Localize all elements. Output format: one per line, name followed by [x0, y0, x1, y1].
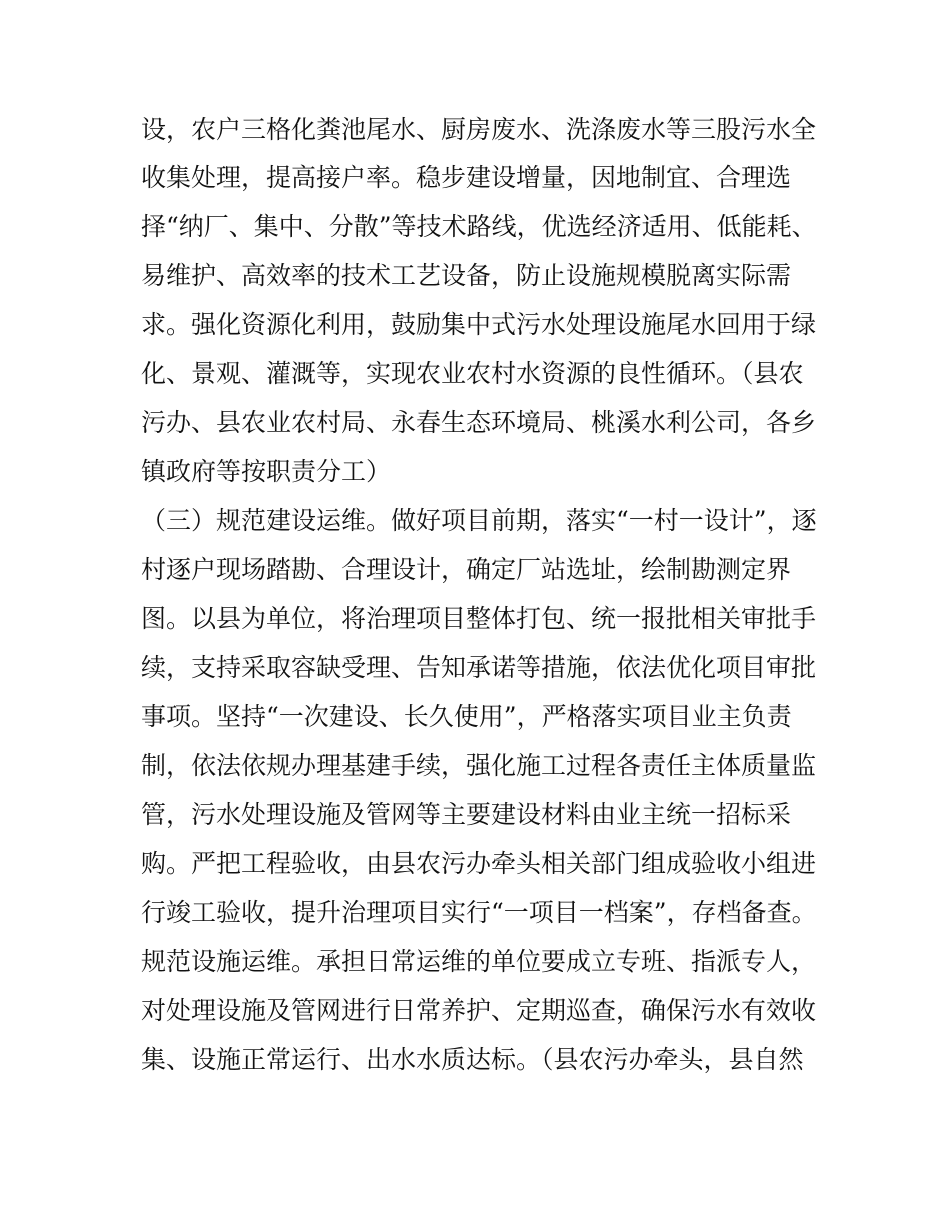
section-heading-line: （三）规范建设运维。做好项目前期，落实“一村一设计”，逐 [141, 506, 817, 535]
text-line: 污办、县农业农村局、永春生态环境局、桃溪水利公司，各乡 [141, 408, 817, 437]
text-line: 购。严把工程验收，由县农污办牵头相关部门组成验收小组进 [141, 849, 817, 878]
text-line: 制，依法依规办理基建手续，强化施工过程各责任主体质量监 [141, 751, 817, 780]
text-line: 管，污水处理设施及管网等主要建设材料由业主统一招标采 [141, 800, 792, 829]
text-line: 行竣工验收，提升治理项目实行“一项目一档案”，存档备查。 [141, 898, 817, 927]
text-line: 村逐户现场踏勘、合理设计，确定厂站选址，绘制勘测定界 [141, 555, 792, 584]
text-line: 化、景观、灌溉等，实现农业农村水资源的良性循环。（县农 [141, 359, 804, 388]
text-line: 镇政府等按职责分工） [141, 457, 392, 486]
text-line: 易维护、高效率的技术工艺设备，防止设施规模脱离实际需 [141, 261, 792, 290]
text-line: 收集处理，提高接户率。稳步建设增量，因地制宜、合理选 [141, 163, 792, 192]
text-line: 集、设施正常运行、出水水质达标。（县农污办牵头，县自然 [141, 1045, 804, 1074]
text-line: 续，支持采取容缺受理、告知承诺等措施，依法优化项目审批 [141, 653, 817, 682]
text-line: 求。强化资源化利用，鼓励集中式污水处理设施尾水回用于绿 [141, 310, 817, 339]
text-line: 图。以县为单位，将治理项目整体打包、统一报批相关审批手 [141, 604, 817, 633]
text-line: 择“纳厂、集中、分散”等技术路线，优选经济适用、低能耗、 [141, 212, 817, 241]
text-line: 规范设施运维。承担日常运维的单位要成立专班、指派专人， [141, 947, 817, 976]
text-line: 对处理设施及管网进行日常养护、定期巡查，确保污水有效收 [141, 996, 817, 1025]
text-line: 设，农户三格化粪池尾水、厨房废水、洗涤废水等三股污水全 [141, 115, 817, 144]
text-line: 事项。坚持“一次建设、长久使用”，严格落实项目业主负责 [141, 702, 792, 731]
